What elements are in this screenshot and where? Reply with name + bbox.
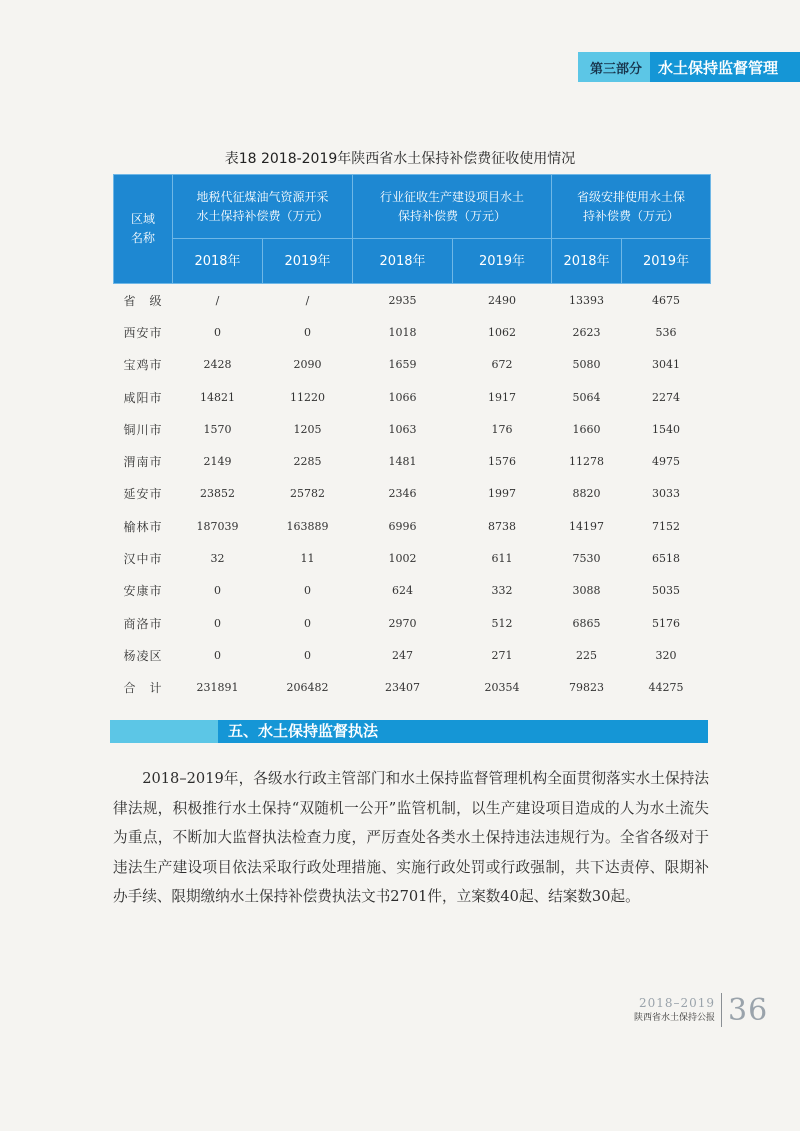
value-cell: 1062 [488, 325, 517, 339]
region-name-cell: 延安市 [123, 487, 163, 502]
value-cell: 163889 [286, 519, 329, 533]
value-cell: 624 [392, 584, 414, 598]
value-cell: 2274 [652, 390, 681, 404]
value-cell: 6865 [572, 616, 601, 630]
value-cell: 5176 [652, 616, 681, 630]
value-cell: 1205 [293, 422, 322, 436]
value-cell: 1066 [388, 390, 417, 404]
table-row [114, 639, 711, 671]
value-cell: 1659 [388, 358, 417, 372]
value-cell: 11 [300, 552, 315, 566]
value-cell: 5064 [572, 390, 601, 404]
region-name-cell: 西安市 [123, 325, 163, 340]
value-cell: 13393 [569, 293, 605, 307]
value-cell: 0 [304, 616, 311, 630]
region-name-cell: 铜川市 [123, 422, 163, 437]
group-header-tax: 地税代征煤油气资源开采 水土保持补偿费（万元） [173, 175, 353, 239]
value-cell: 176 [491, 422, 513, 436]
value-cell: 0 [304, 648, 311, 662]
value-cell: 79823 [569, 681, 605, 695]
value-cell: 2149 [203, 455, 232, 469]
value-cell: 1917 [488, 390, 517, 404]
footer-text [634, 995, 721, 1025]
value-cell: 1570 [203, 422, 232, 436]
value-cell: 6518 [652, 552, 681, 566]
section-heading-bar [110, 720, 708, 743]
chapter-title: 水土保持监督管理 [650, 52, 800, 82]
value-cell: 0 [304, 584, 311, 598]
value-cell: 6996 [388, 519, 417, 533]
region-name-cell: 汉中市 [123, 552, 163, 567]
table-row [114, 542, 711, 574]
value-cell: 11278 [569, 455, 605, 469]
value-cell: 247 [392, 648, 414, 662]
footer-report-name: 陕西省水土保持公报 [634, 1013, 716, 1023]
page-number: 36 [728, 992, 769, 1028]
value-cell: 225 [576, 648, 598, 662]
value-cell: 11220 [290, 390, 325, 404]
year-header: 2019年 [453, 239, 552, 284]
value-cell: 23407 [385, 681, 421, 695]
value-cell: 2346 [388, 487, 417, 501]
value-cell: 2970 [388, 616, 417, 630]
year-header: 2018年 [552, 239, 622, 284]
table-body [114, 284, 711, 704]
table-row [114, 316, 711, 348]
region-name-cell: 安康市 [123, 584, 163, 599]
value-cell: 44275 [648, 681, 684, 695]
table-row [114, 575, 711, 607]
section-heading-accent [110, 720, 218, 743]
chapter-part-label: 第三部分 [578, 52, 650, 82]
region-name-cell: 榆林市 [123, 519, 163, 534]
table-row [114, 672, 711, 704]
page-footer [634, 990, 768, 1030]
value-cell: 5035 [652, 584, 681, 598]
table-row [114, 478, 711, 510]
region-name-cell: 宝鸡市 [123, 358, 163, 373]
value-cell: 536 [655, 325, 677, 339]
value-cell: 672 [491, 358, 513, 372]
year-header: 2019年 [263, 239, 353, 284]
value-cell: 8738 [488, 519, 517, 533]
region-name-cell: 咸阳市 [123, 390, 163, 405]
value-cell: 320 [655, 648, 677, 662]
year-header: 2018年 [353, 239, 453, 284]
value-cell: 512 [491, 616, 513, 630]
value-cell: 5080 [572, 358, 601, 372]
value-cell: 1576 [488, 455, 517, 469]
value-cell: 14821 [200, 390, 235, 404]
value-cell: 7530 [572, 552, 601, 566]
value-cell: 23852 [200, 487, 235, 501]
value-cell: 206482 [286, 681, 329, 695]
region-name-cell: 杨凌区 [123, 648, 163, 663]
value-cell: 8820 [572, 487, 601, 501]
table-row [114, 381, 711, 413]
value-cell: 0 [304, 325, 311, 339]
value-cell: 2090 [293, 358, 322, 372]
table-row [114, 284, 711, 317]
value-cell: 1018 [388, 325, 417, 339]
value-cell: 2490 [488, 293, 517, 307]
region-name-cell: 省 级 [123, 293, 163, 308]
table-row [114, 607, 711, 639]
value-cell: 1660 [572, 422, 601, 436]
value-cell: 2935 [388, 293, 417, 307]
section-heading: 五、水土保持监督执法 [228, 722, 379, 740]
value-cell: 2428 [203, 358, 232, 372]
body-paragraph: 2018–2019年，各级水行政主管部门和水土保持监督管理机构全面贯彻落实水土保持法律法规，积极推行水土保持“双随机一公开”监管机制，以生产建设项目造成的人为水土流失为重点，不断加大监督执法检查力度，严厉查处各类水土保持违法违规行为。全省各级对于违法生产建设项目依法采取行政处理措施、实施行政处罚或行政强制，共下达责停、限期补办手续、限期缴纳水土保持补偿费执法文书2701件，立案数40起、结案数30起。 [113, 770, 709, 905]
year-header: 2018年 [173, 239, 263, 284]
table-row [114, 349, 711, 381]
value-cell: 2285 [293, 455, 322, 469]
value-cell: 3088 [572, 584, 601, 598]
value-cell: 231891 [196, 681, 239, 695]
table-row [114, 413, 711, 445]
value-cell: 1481 [388, 455, 417, 469]
value-cell: 4675 [652, 293, 681, 307]
table-row [114, 445, 711, 477]
value-cell: 1063 [388, 422, 417, 436]
value-cell: 332 [491, 584, 513, 598]
value-cell: 14197 [569, 519, 605, 533]
value-cell: 3041 [652, 358, 681, 372]
group-header-industry: 行业征收生产建设项目水土 保持补偿费（万元） [353, 175, 552, 239]
value-cell: 611 [491, 552, 513, 566]
value-cell: 0 [214, 325, 221, 339]
value-cell: 32 [210, 552, 225, 566]
year-header: 2019年 [622, 239, 711, 284]
value-cell: 187039 [196, 519, 239, 533]
fee-table [113, 174, 711, 704]
group-header-provincial: 省级安排使用水土保 持补偿费（万元） [552, 175, 711, 239]
region-header: 区域 名称 [114, 175, 173, 284]
value-cell: 4975 [652, 455, 681, 469]
chapter-header [578, 52, 800, 82]
value-cell: 0 [214, 584, 221, 598]
value-cell: 7152 [652, 519, 681, 533]
table-caption: 表18 2018-2019年陕西省水土保持补偿费征收使用情况 [224, 151, 576, 167]
value-cell: 20354 [484, 681, 520, 695]
value-cell: 3033 [652, 487, 681, 501]
value-cell: / [305, 293, 310, 307]
value-cell: 25782 [290, 487, 325, 501]
value-cell: 0 [214, 648, 221, 662]
table-row [114, 510, 711, 542]
value-cell: 1540 [652, 422, 681, 436]
value-cell: 2623 [572, 325, 601, 339]
value-cell: / [215, 293, 220, 307]
value-cell: 1997 [488, 487, 517, 501]
footer-years: 2018–2019 [638, 996, 716, 1010]
value-cell: 0 [214, 616, 221, 630]
region-name-cell: 合 计 [123, 681, 163, 696]
region-name-cell: 渭南市 [123, 455, 163, 470]
value-cell: 1002 [388, 552, 417, 566]
value-cell: 271 [491, 648, 513, 662]
region-name-cell: 商洛市 [123, 616, 163, 631]
